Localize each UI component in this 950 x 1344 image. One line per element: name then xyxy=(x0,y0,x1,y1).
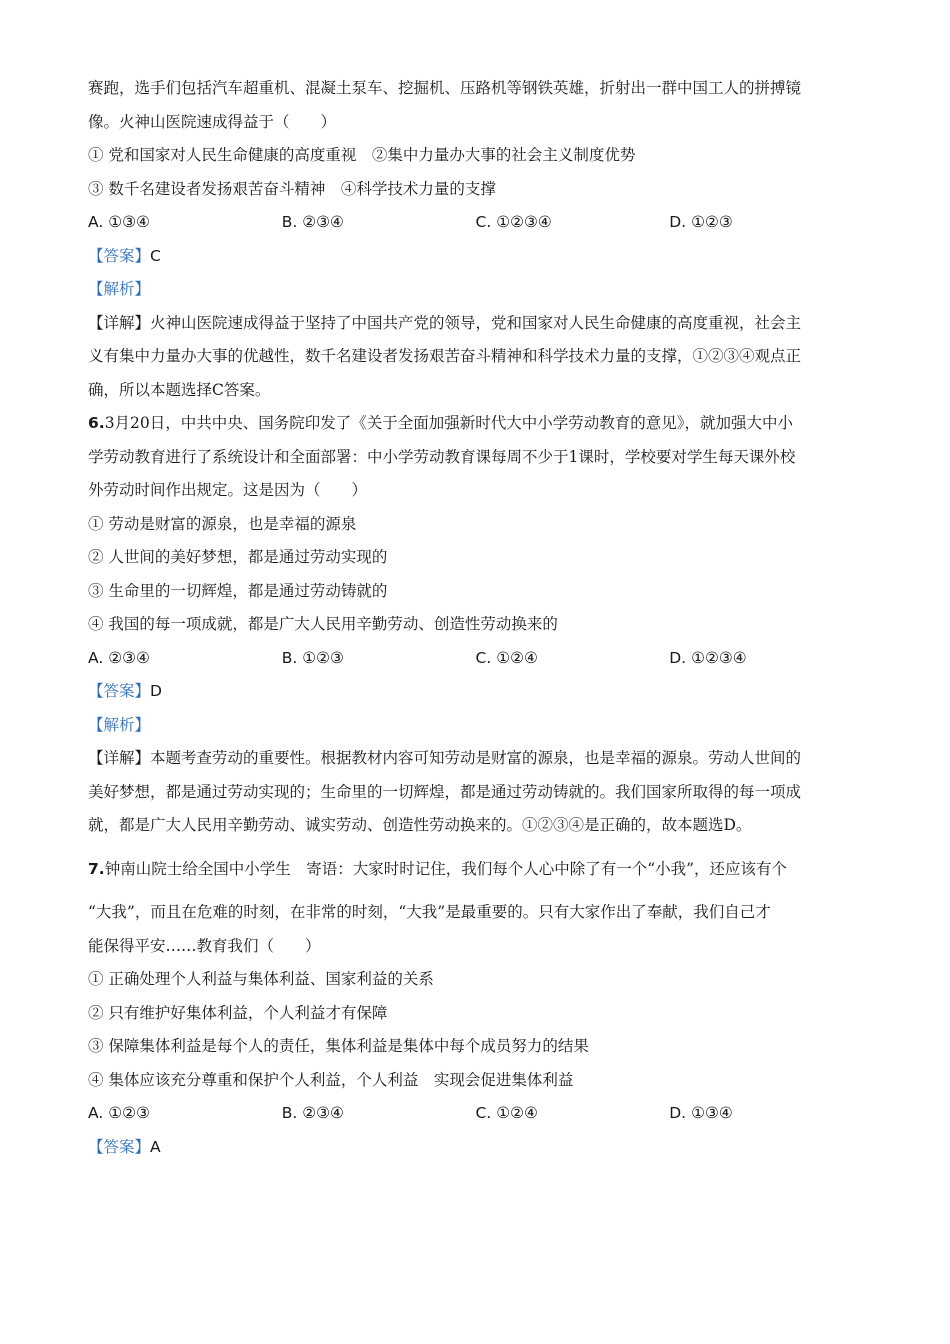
q7-item-2: ② 只有维护好集体利益，个人利益才有保障 xyxy=(88,1003,388,1022)
spacer xyxy=(88,886,863,896)
q5-option-c: C. ①②③④ xyxy=(475,213,552,231)
question-6 xyxy=(88,407,863,843)
q7-option-c: C. ①②④ xyxy=(475,1104,538,1122)
q7-option-b: B. ②③④ xyxy=(281,1104,344,1122)
question-5 xyxy=(88,72,863,407)
q5-detail-line-2: 义有集中力量办大事的优越性，数千名建设者发扬艰苦奋斗精神和科学技术力量的支撑，①②③④观点正 xyxy=(88,347,802,365)
q7-item-1: ① 正确处理个人利益与集体利益、国家利益的关系 xyxy=(88,970,434,988)
q6-detail-line-1: 【详解】本题考查劳动的重要性。根据教材内容可知劳动是财富的源泉，也是幸福的源泉。劳动人世间的 xyxy=(88,749,802,767)
q6-stem-line-3: 外劳动时间作出规定。这是因为（ ） xyxy=(88,481,368,499)
q7-stem-line-2: “大我”，而且在危难的时刻，在非常的时刻，“大我”是最重要的。只有大家作出了奉献，我们自己才 xyxy=(88,903,771,921)
q5-analysis-tag: 【解析】 xyxy=(88,280,151,298)
q5-options xyxy=(88,206,863,240)
q6-detail-line-2: 美好梦想，都是通过劳动实现的；生命里的一切辉煌，都是通过劳动铸就的。我们国家所取得的每一项成 xyxy=(88,782,802,801)
q6-stem-line-1: 6.3月20日，中共中央、国务院印发了《关于全面加强新时代大中小学劳动教育的意见》，就加强大中小 xyxy=(88,414,794,432)
q5-stem-line-1: 赛跑，选手们包括汽车超重机、混凝土泵车、挖掘机、压路机等钢铁英雄，折射出一群中国工人的拼搏镜 xyxy=(88,79,802,97)
q6-item-4: ④ 我国的每一项成就，都是广大人民用辛勤劳动、创造性劳动换来的 xyxy=(88,615,558,633)
q7-item-3: ③ 保障集体利益是每个人的责任，集体利益是集体中每个成员努力的结果 xyxy=(88,1037,589,1055)
q6-analysis-tag: 【解析】 xyxy=(88,715,151,734)
q5-item-2: ③ 数千名建设者发扬艰苦奋斗精神 ④科学技术力量的支撑 xyxy=(88,179,496,198)
q6-answer: 【答案】D xyxy=(88,682,162,700)
q6-item-2: ② 人世间的美好梦想，都是通过劳动实现的 xyxy=(88,548,388,566)
question-7 xyxy=(88,853,863,1165)
q7-stem-line-3: 能保得平安……教育我们（ ） xyxy=(88,936,321,955)
q5-item-1: ① 党和国家对人民生命健康的高度重视 ②集中力量办大事的社会主义制度优势 xyxy=(88,146,636,164)
q5-option-a: A. ①③④ xyxy=(88,213,150,231)
q7-option-d: D. ①③④ xyxy=(669,1104,733,1122)
q6-item-3: ③ 生命里的一切辉煌，都是通过劳动铸就的 xyxy=(88,581,388,600)
q5-stem-line-2: 像。火神山医院速成得益于（ ） xyxy=(88,112,337,131)
q6-option-b: B. ①②③ xyxy=(281,648,344,667)
q5-detail-line-3: 确，所以本题选择C答案。 xyxy=(88,380,271,399)
q7-options xyxy=(88,1097,863,1131)
q6-detail-line-3: 就，都是广大人民用辛勤劳动、诚实劳动、创造性劳动换来的。①②③④是正确的，故本题选D。 xyxy=(88,816,752,834)
q5-option-b: B. ②③④ xyxy=(281,213,344,231)
q6-item-1: ① 劳动是财富的源泉，也是幸福的源泉 xyxy=(88,514,357,533)
q6-option-a: A. ②③④ xyxy=(88,648,150,667)
q7-item-4: ④ 集体应该充分尊重和保护个人利益，个人利益 实现会促进集体利益 xyxy=(88,1070,574,1089)
document-page xyxy=(88,72,863,1164)
q5-option-d: D. ①②③ xyxy=(669,213,733,231)
q6-stem-line-2: 学劳动教育进行了系统设计和全面部署：中小学劳动教育课每周不少于1课时，学校要对学生每天课外校 xyxy=(88,447,796,466)
q5-answer: 【答案】C xyxy=(88,246,161,265)
q6-options xyxy=(88,642,863,676)
q7-option-a: A. ①②③ xyxy=(88,1104,150,1122)
q5-detail-line-1: 【详解】火神山医院速成得益于坚持了中国共产党的领导，党和国家对人民生命健康的高度重视，社会主 xyxy=(88,313,802,332)
spacer xyxy=(88,843,863,853)
q7-stem-line-1: 7.钟南山院士给全国中小学生 寄语：大家时时记住，我们每个人心中除了有一个“小我”，还应该有个 xyxy=(88,859,788,878)
q6-option-d: D. ①②③④ xyxy=(669,648,747,667)
q7-answer: 【答案】A xyxy=(88,1137,161,1156)
q6-option-c: C. ①②④ xyxy=(475,648,538,667)
